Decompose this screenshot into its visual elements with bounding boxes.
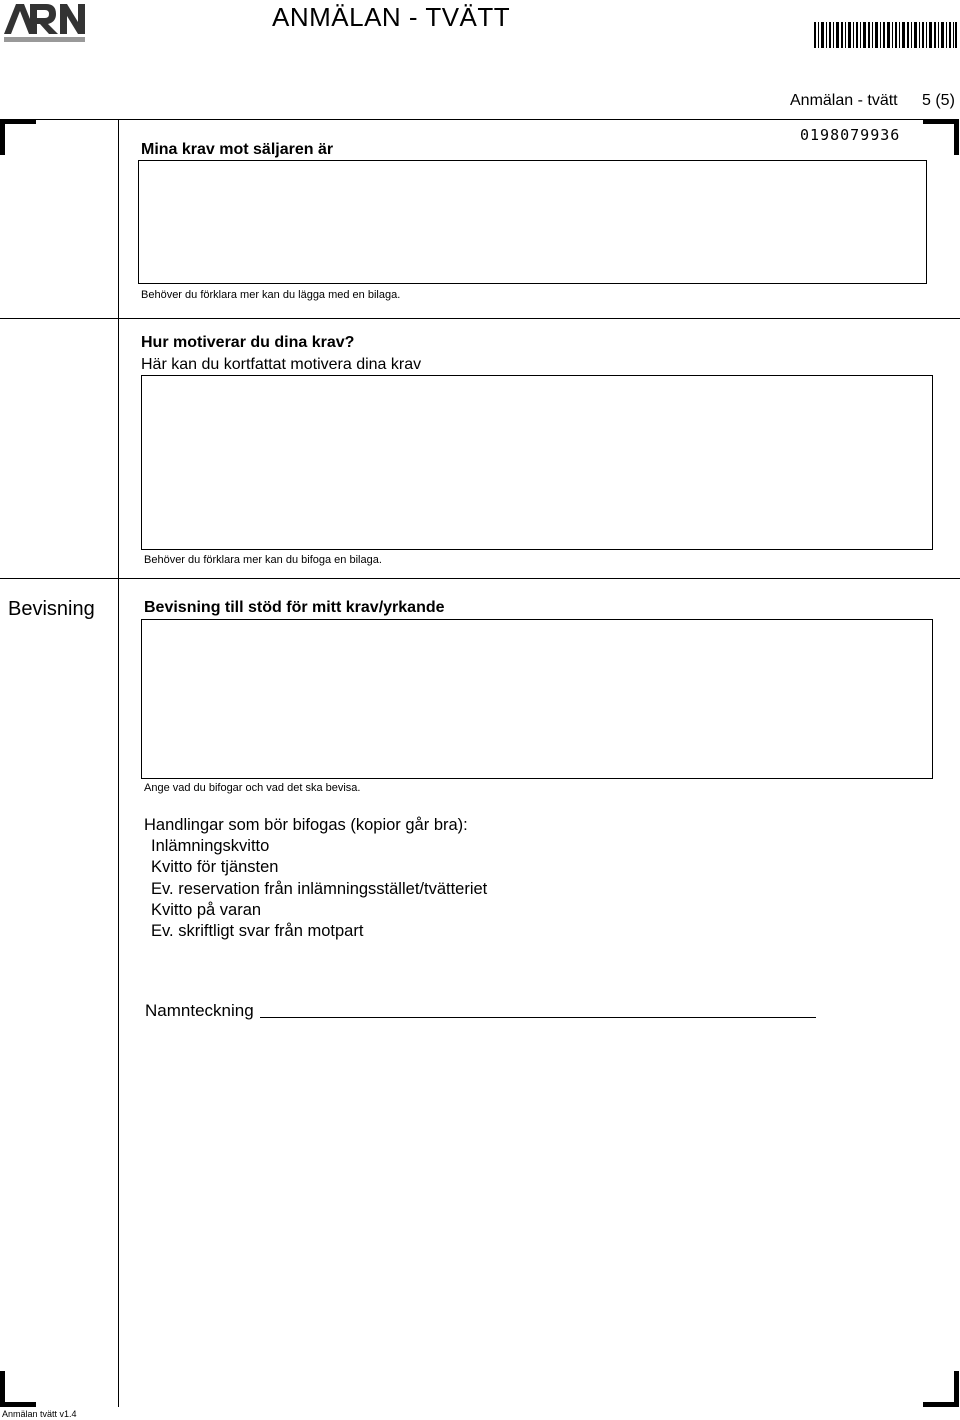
claims-heading: Mina krav mot säljaren är bbox=[141, 141, 334, 158]
motivation-heading: Hur motiverar du dina krav? bbox=[141, 334, 355, 351]
list-item: Ev. skriftligt svar från motpart bbox=[151, 922, 364, 941]
corner-mark-bottom-left bbox=[0, 1402, 36, 1407]
page-label: Anmälan - tvätt bbox=[790, 92, 898, 109]
evidence-hint: Ange vad du bifogar och vad det ska bevisa. bbox=[144, 782, 361, 794]
corner-mark-top-left-vertical bbox=[0, 119, 5, 155]
frame-top-rule bbox=[36, 119, 923, 120]
evidence-textarea[interactable] bbox=[141, 619, 933, 779]
claims-hint: Behöver du förklara mer kan du lägga med en bilaga. bbox=[141, 289, 401, 301]
motivation-hint: Behöver du förklara mer kan du bifoga en bilaga. bbox=[144, 554, 382, 566]
list-item: Inlämningskvitto bbox=[151, 837, 270, 855]
documents-intro: Handlingar som bör bifogas (kopior går bra): bbox=[144, 816, 468, 834]
list-item: Kvitto på varan bbox=[151, 900, 262, 919]
evidence-heading: Bevisning till stöd för mitt krav/yrkande bbox=[144, 599, 445, 616]
corner-mark-bottom-left-vertical bbox=[0, 1371, 5, 1407]
barcode bbox=[814, 22, 957, 48]
version-footer: Anmälan tvätt v1.4 bbox=[2, 1409, 77, 1419]
corner-mark-bottom-right-vertical bbox=[954, 1371, 959, 1407]
list-item: Ev. reservation från inlämningsstället/tvätteriet bbox=[151, 879, 488, 898]
column-divider bbox=[118, 119, 119, 1407]
motivation-subheading: Här kan du kortfattat motivera dina krav bbox=[141, 356, 422, 373]
ocr-number: 0198079936 bbox=[800, 126, 901, 144]
page-number: 5 (5) bbox=[922, 92, 955, 109]
corner-mark-top-right-vertical bbox=[954, 119, 959, 155]
arn-logo bbox=[2, 2, 88, 44]
signature-label: Namnteckning bbox=[145, 1001, 254, 1020]
list-item: Kvitto för tjänsten bbox=[151, 858, 279, 877]
signature-line[interactable] bbox=[260, 1014, 816, 1018]
evidence-side-label: Bevisning bbox=[8, 598, 95, 620]
document-title: ANMÄLAN - TVÄTT bbox=[272, 2, 511, 32]
motivation-textarea[interactable] bbox=[141, 375, 933, 550]
claims-textarea[interactable] bbox=[138, 160, 927, 284]
documents-list bbox=[151, 836, 487, 942]
corner-mark-top-left bbox=[0, 119, 36, 124]
section-divider-2 bbox=[0, 578, 960, 579]
section-divider-1 bbox=[0, 318, 960, 319]
